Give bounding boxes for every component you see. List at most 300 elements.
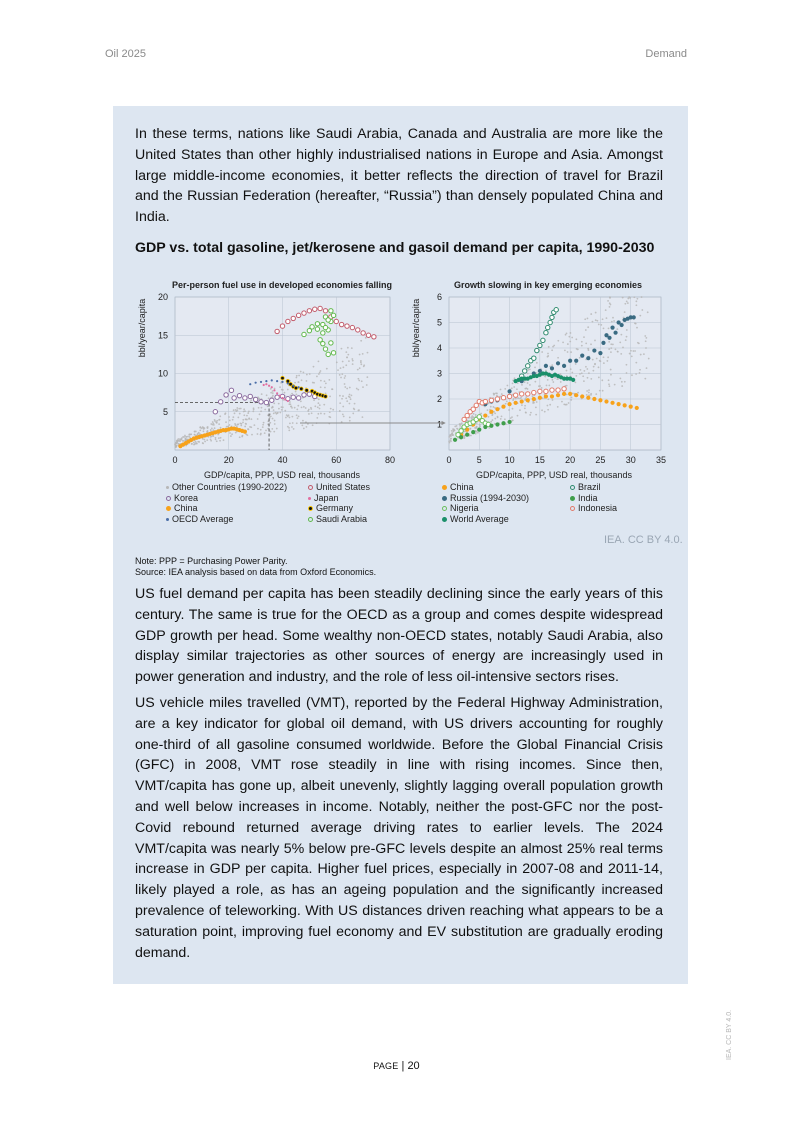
other-country-point: [637, 342, 639, 344]
page-number: [0, 1060, 793, 1072]
point-saudi: [326, 352, 330, 356]
other-country-point: [274, 420, 276, 422]
other-country-point: [251, 434, 253, 436]
legend-item-germany: [308, 503, 353, 514]
point-saudi: [326, 318, 330, 322]
point-brazil: [548, 320, 552, 324]
other-country-point: [273, 412, 275, 414]
other-country-point: [586, 368, 588, 370]
other-country-point: [541, 351, 543, 353]
other-country-point: [535, 406, 537, 408]
figure-charts: [0, 0, 793, 560]
other-country-point: [295, 377, 297, 379]
other-country-point: [342, 395, 344, 397]
point-nigeria: [477, 415, 481, 419]
left-y-axis-label: bbl/year/capita: [137, 298, 147, 358]
point-saudi: [310, 325, 314, 329]
other-country-point: [360, 360, 362, 362]
legend-item-india: [570, 493, 598, 504]
other-country-point: [491, 414, 493, 416]
other-country-point: [232, 416, 234, 418]
other-country-point: [210, 436, 212, 438]
other-country-point: [318, 398, 320, 400]
other-country-point: [243, 408, 245, 410]
other-country-point: [233, 409, 235, 411]
point-japan: [281, 397, 283, 399]
other-country-point: [342, 366, 344, 368]
other-country-point: [306, 374, 308, 376]
other-country-point: [571, 337, 573, 339]
other-country-point: [352, 413, 354, 415]
other-country-point: [303, 372, 305, 374]
point-oecd: [292, 385, 294, 387]
other-country-point: [202, 442, 204, 444]
other-country-point: [212, 435, 214, 437]
other-country-point: [225, 421, 227, 423]
other-country-point: [332, 409, 334, 411]
other-country-point: [614, 384, 616, 386]
point-usa: [318, 306, 322, 310]
other-country-point: [349, 403, 351, 405]
point-india: [483, 425, 487, 429]
point-korea: [229, 388, 233, 392]
point-india: [495, 422, 499, 426]
other-country-point: [521, 404, 523, 406]
other-country-point: [300, 400, 302, 402]
other-country-point: [276, 412, 278, 414]
other-country-point: [357, 389, 359, 391]
other-country-point: [349, 387, 351, 389]
point-india: [489, 424, 493, 428]
other-country-point: [546, 405, 548, 407]
other-country-point: [180, 438, 182, 440]
point-china: [635, 406, 639, 410]
other-country-point: [236, 409, 238, 411]
other-country-point: [362, 353, 364, 355]
other-country-point: [577, 349, 579, 351]
x-tick-label: 0: [172, 455, 178, 465]
legend-marker: [308, 485, 313, 490]
other-country-point: [624, 303, 626, 305]
other-country-point: [342, 413, 344, 415]
other-country-point: [210, 423, 212, 425]
other-country-point: [326, 368, 328, 370]
other-country-point: [627, 302, 629, 304]
point-brazil: [535, 348, 539, 352]
other-country-point: [350, 398, 352, 400]
point-japan: [284, 398, 286, 400]
legend-label: India: [578, 492, 598, 503]
point-brazil: [550, 315, 554, 319]
point-korea: [213, 410, 217, 414]
other-country-point: [288, 403, 290, 405]
other-country-point: [631, 355, 633, 357]
other-country-point: [273, 431, 275, 433]
right-panel-title: Growth slowing in key emerging economies: [454, 280, 643, 290]
other-country-point: [453, 428, 455, 430]
point-russia: [601, 341, 605, 345]
other-country-point: [258, 407, 260, 409]
other-country-point: [330, 408, 332, 410]
legend-marker: [442, 506, 447, 511]
legend-label: China: [174, 503, 198, 513]
other-country-point: [339, 395, 341, 397]
other-country-point: [507, 385, 509, 387]
other-country-point: [219, 440, 221, 442]
other-country-point: [548, 385, 550, 387]
other-country-point: [570, 332, 572, 334]
y-tick-label: 15: [157, 330, 168, 341]
other-country-point: [561, 401, 563, 403]
point-indonesia: [474, 403, 478, 407]
point-usa: [275, 329, 279, 333]
point-usa: [361, 331, 365, 335]
point-oecd: [287, 382, 289, 384]
other-country-point: [302, 420, 304, 422]
other-country-point: [565, 334, 567, 336]
other-country-point: [547, 398, 549, 400]
other-country-point: [325, 393, 327, 395]
legend-label: Indonesia: [578, 503, 618, 513]
other-country-point: [585, 366, 587, 368]
other-country-point: [367, 352, 369, 354]
other-country-point: [532, 395, 534, 397]
other-country-point: [195, 431, 197, 433]
other-country-point: [345, 397, 347, 399]
other-country-point: [547, 353, 549, 355]
other-country-point: [552, 399, 554, 401]
other-country-point: [265, 429, 267, 431]
page-separator: |: [401, 1060, 405, 1072]
other-country-point: [316, 376, 318, 378]
legend-marker: [570, 506, 575, 511]
other-country-point: [289, 422, 291, 424]
x-tick-label: 10: [504, 455, 515, 465]
other-country-point: [567, 343, 569, 345]
other-country-point: [207, 426, 209, 428]
other-country-point: [352, 363, 354, 365]
other-country-point: [259, 413, 261, 415]
other-country-point: [278, 408, 280, 410]
point-russia: [568, 359, 572, 363]
other-country-point: [610, 351, 612, 353]
other-country-point: [237, 423, 239, 425]
other-country-point: [450, 438, 452, 440]
other-country-point: [605, 309, 607, 311]
other-country-point: [284, 392, 286, 394]
other-country-point: [296, 375, 298, 377]
other-country-point: [592, 359, 594, 361]
other-country-point: [331, 388, 333, 390]
other-country-point: [348, 396, 350, 398]
x-tick-label: 5: [476, 455, 482, 465]
legend-marker: [166, 486, 169, 489]
other-country-point: [253, 409, 255, 411]
other-country-point: [291, 407, 293, 409]
other-country-point: [262, 424, 264, 426]
other-country-point: [635, 362, 637, 364]
x-tick-label: 35: [655, 455, 667, 465]
other-country-point: [584, 318, 586, 320]
other-country-point: [505, 403, 507, 405]
point-india: [471, 430, 475, 434]
other-country-point: [359, 367, 361, 369]
other-country-point: [513, 398, 515, 400]
other-country-point: [603, 362, 605, 364]
other-country-point: [242, 419, 244, 421]
other-country-point: [575, 375, 577, 377]
other-country-point: [271, 428, 273, 430]
other-country-point: [557, 340, 559, 342]
other-country-point: [487, 409, 489, 411]
legend-label: United States: [316, 482, 371, 492]
other-country-point: [241, 436, 243, 438]
other-country-point: [224, 413, 226, 415]
other-country-point: [190, 433, 192, 435]
other-country-point: [583, 336, 585, 338]
other-country-point: [598, 324, 600, 326]
other-country-point: [235, 432, 237, 434]
point-usa: [372, 335, 376, 339]
other-country-point: [631, 374, 633, 376]
other-country-point: [622, 347, 624, 349]
other-country-point: [517, 397, 519, 399]
other-country-point: [244, 426, 246, 428]
other-country-point: [536, 362, 538, 364]
other-country-point: [341, 348, 343, 350]
other-country-point: [252, 410, 254, 412]
point-indonesia: [532, 390, 536, 394]
other-country-point: [560, 373, 562, 375]
other-country-point: [479, 424, 481, 426]
other-country-point: [220, 437, 222, 439]
other-country-point: [547, 356, 549, 358]
other-country-point: [600, 324, 602, 326]
legend-marker: [308, 517, 313, 522]
other-country-point: [635, 373, 637, 375]
other-country-point: [354, 403, 356, 405]
other-country-point: [639, 372, 641, 374]
other-country-point: [494, 418, 496, 420]
point-saudi: [329, 309, 333, 313]
other-country-point: [570, 351, 572, 353]
legend-marker: [570, 496, 575, 501]
other-country-point: [349, 417, 351, 419]
point-brazil: [546, 325, 550, 329]
other-country-point: [328, 379, 330, 381]
other-country-point: [289, 401, 291, 403]
other-country-point: [598, 366, 600, 368]
other-country-point: [339, 410, 341, 412]
intro-paragraph: In these terms, nations like Saudi Arabia, Canada and Australia are more like the United States than other highly industrialised nations in Europe and Asia. Amongst large middle-income economies, it better reflects the direction of travel for Brazil and the Russian Federation (hereafter, “Russia”) than densely populated China and India.: [135, 126, 663, 226]
legend-marker: [166, 506, 171, 511]
other-country-point: [266, 394, 268, 396]
other-country-point: [288, 429, 290, 431]
point-saudi: [331, 351, 335, 355]
point-usa: [339, 322, 343, 326]
other-country-point: [588, 389, 590, 391]
other-country-point: [563, 403, 565, 405]
other-country-point: [609, 385, 611, 387]
other-country-point: [297, 405, 299, 407]
other-country-point: [345, 351, 347, 353]
point-korea: [243, 396, 247, 400]
point-china: [617, 402, 621, 406]
other-country-point: [263, 422, 265, 424]
other-country-point: [497, 417, 499, 419]
point-indonesia: [513, 393, 517, 397]
other-country-point: [203, 430, 205, 432]
other-country-point: [521, 384, 523, 386]
other-country-point: [353, 408, 355, 410]
other-country-point: [592, 370, 594, 372]
figure-credit: IEA. CC BY 4.0.: [604, 534, 683, 546]
other-country-point: [294, 407, 296, 409]
other-country-point: [211, 428, 213, 430]
other-country-point: [635, 304, 637, 306]
left-panel-title: Per-person fuel use in developed economies falling: [172, 280, 393, 290]
other-country-point: [346, 400, 348, 402]
other-country-point: [307, 410, 309, 412]
other-country-point: [469, 428, 471, 430]
point-saudi: [302, 332, 306, 336]
other-country-point: [620, 334, 622, 336]
other-country-point: [274, 388, 276, 390]
other-country-point: [595, 312, 597, 314]
point-china: [580, 394, 584, 398]
other-country-point: [309, 373, 311, 375]
other-country-point: [504, 388, 506, 390]
other-country-point: [471, 415, 473, 417]
point-japan: [263, 384, 265, 386]
x-tick-label: 15: [534, 455, 545, 465]
point-indonesia: [526, 392, 530, 396]
point-china: [501, 405, 505, 409]
point-china: [574, 393, 578, 397]
other-country-point: [590, 378, 592, 380]
other-country-point: [214, 420, 216, 422]
y-tick-label: 5: [162, 406, 168, 417]
other-country-point: [587, 318, 589, 320]
other-country-point: [261, 393, 263, 395]
other-country-point: [262, 426, 264, 428]
y-tick-label: 6: [436, 292, 442, 302]
point-korea: [291, 395, 295, 399]
other-country-point: [344, 377, 346, 379]
other-country-point: [492, 419, 494, 421]
other-country-point: [512, 408, 514, 410]
point-indonesia: [501, 396, 505, 400]
other-country-point: [291, 426, 293, 428]
other-country-point: [257, 428, 259, 430]
point-india: [459, 435, 463, 439]
other-country-point: [566, 385, 568, 387]
other-country-point: [525, 396, 527, 398]
other-country-point: [329, 411, 331, 413]
other-country-point: [336, 361, 338, 363]
other-country-point: [636, 327, 638, 329]
legend-item-world-average: [442, 514, 509, 525]
other-country-point: [232, 419, 234, 421]
point-china: [629, 405, 633, 409]
other-country-point: [317, 402, 319, 404]
other-country-point: [622, 297, 624, 299]
other-country-point: [609, 302, 611, 304]
point-china: [514, 401, 518, 405]
other-country-point: [270, 431, 272, 433]
other-country-point: [608, 341, 610, 343]
other-country-point: [626, 336, 628, 338]
other-country-point: [206, 439, 208, 441]
point-japan: [287, 400, 289, 402]
other-country-point: [610, 343, 612, 345]
other-country-point: [577, 392, 579, 394]
other-country-point: [218, 437, 220, 439]
legend-item-china: [442, 482, 474, 493]
point-russia: [550, 366, 554, 370]
other-country-point: [253, 424, 255, 426]
point-usa: [286, 319, 290, 323]
other-country-point: [490, 406, 492, 408]
other-country-point: [320, 386, 322, 388]
other-country-point: [351, 347, 353, 349]
other-country-point: [235, 409, 237, 411]
other-country-point: [603, 327, 605, 329]
point-india: [501, 421, 505, 425]
point-saudi: [315, 327, 319, 331]
other-country-point: [314, 405, 316, 407]
other-country-point: [609, 297, 611, 299]
point-japan: [265, 383, 267, 385]
other-country-point: [343, 416, 345, 418]
point-japan: [279, 395, 281, 397]
legend-marker: [442, 496, 447, 501]
other-country-point: [344, 386, 346, 388]
other-country-point: [582, 375, 584, 377]
other-country-point: [351, 358, 353, 360]
point-china: [532, 397, 536, 401]
other-country-point: [587, 326, 589, 328]
other-country-point: [342, 406, 344, 408]
other-country-point: [524, 381, 526, 383]
point-indonesia: [538, 389, 542, 393]
other-country-point: [615, 348, 617, 350]
other-country-point: [625, 339, 627, 341]
other-country-point: [504, 418, 506, 420]
other-country-point: [298, 375, 300, 377]
legend-marker: [308, 506, 313, 511]
x-tick-label: 20: [565, 455, 576, 465]
other-country-point: [454, 426, 456, 428]
other-country-point: [603, 356, 605, 358]
point-oecd: [255, 382, 257, 384]
other-country-point: [229, 420, 231, 422]
other-country-point: [588, 372, 590, 374]
point-russia: [562, 364, 566, 368]
other-country-point: [461, 422, 463, 424]
other-country-point: [571, 396, 573, 398]
other-country-point: [451, 430, 453, 432]
other-country-point: [250, 399, 252, 401]
other-country-point: [242, 421, 244, 423]
point-korea: [259, 400, 263, 404]
other-country-point: [175, 446, 177, 448]
other-country-point: [218, 419, 220, 421]
other-country-point: [303, 406, 305, 408]
point-germany: [300, 387, 304, 391]
legend-item-nigeria: [442, 503, 479, 514]
other-country-point: [626, 364, 628, 366]
